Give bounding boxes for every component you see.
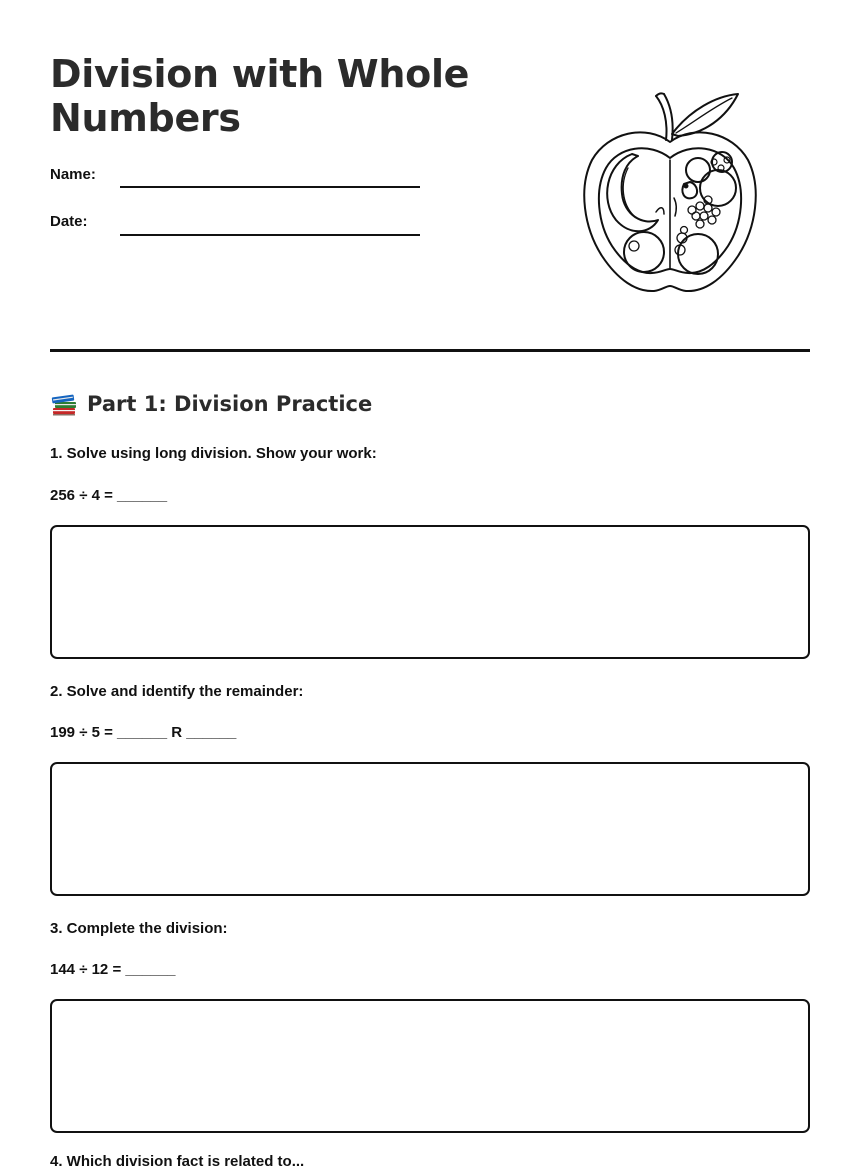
question-2-work-area[interactable] [50,762,810,896]
name-field[interactable] [120,186,420,188]
question-3-work-area[interactable] [50,999,810,1133]
name-label: Name: [50,166,96,183]
apple-cross-section-icon [580,88,760,298]
books-icon [50,389,80,419]
question-1-prompt: 1. Solve using long division. Show your work: [50,445,377,462]
question-2-equation: 199 ÷ 5 = ______ R ______ [50,724,237,741]
question-3-equation: 144 ÷ 12 = ______ [50,961,176,978]
date-field[interactable] [120,234,420,236]
section-divider [50,349,810,352]
question-2-prompt: 2. Solve and identify the remainder: [50,683,304,700]
question-1-equation: 256 ÷ 4 = ______ [50,487,168,504]
date-label: Date: [50,213,88,230]
section-title: Part 1: Division Practice [87,392,373,416]
question-3-prompt: 3. Complete the division: [50,920,228,937]
worksheet-page [50,0,810,1170]
page-title: Division with Whole Numbers [50,52,470,140]
question-1-work-area[interactable] [50,525,810,659]
question-4-prompt: 4. Which division fact is related to... [50,1153,305,1170]
section-header [50,388,372,420]
